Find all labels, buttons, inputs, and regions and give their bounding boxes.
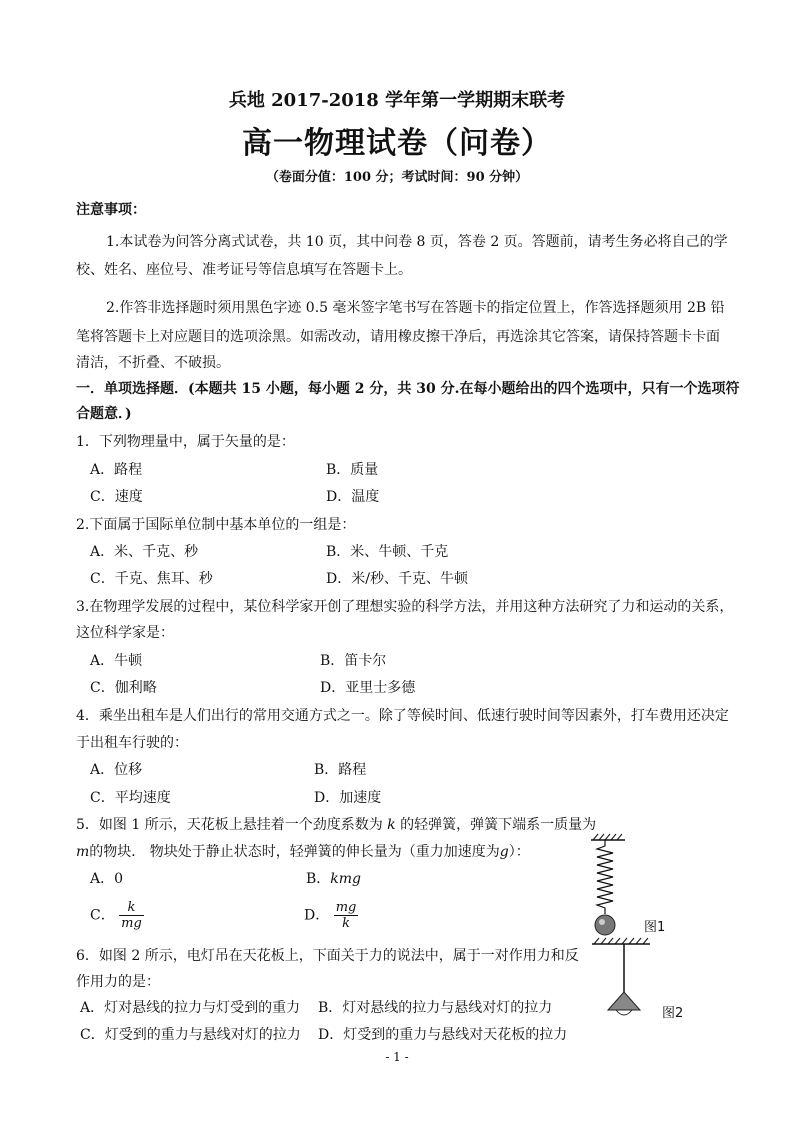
q2-option-d: D．米/秒、千克、牛顿: [326, 571, 468, 587]
fig2-bulb: [616, 1010, 632, 1015]
q4-option-a: A．位移: [90, 762, 143, 778]
q1-stem: 1．下列物理量中，属于矢量的是：: [76, 434, 295, 450]
q5-option-c: [90, 900, 144, 931]
q3-option-c: C．伽利略: [90, 680, 157, 696]
q5-var-k: k: [387, 817, 396, 833]
q5-option-c-numerator: k: [119, 900, 144, 916]
q2-option-a: A．米、千克、秒: [90, 544, 199, 560]
fig1-ball-highlight: [599, 919, 605, 925]
fig1-ceiling-hatch: [593, 834, 622, 840]
notes-paragraph-2c: 清洁，不折叠、不破损。: [76, 355, 230, 371]
q2-option-c: C．千克、焦耳、秒: [90, 571, 213, 587]
q5-var-g: g: [499, 844, 509, 860]
notes-paragraph-2a: 2.作答非选择题时须用黑色字迹 0.5 毫米签字笔书写在答题卡的指定位置上，作答选择题须用 2B 铅: [106, 300, 725, 316]
fig2-ceiling-hatch: [594, 938, 648, 944]
q5-stem-1: [76, 815, 596, 835]
q4-stem-2: 于出租车行驶的：: [76, 735, 188, 751]
q1-option-b: B．质量: [326, 462, 379, 478]
q5-option-a: A．0: [90, 871, 124, 887]
exam-subtitle: （卷面分值：100 分；考试时间：90 分钟）: [265, 170, 529, 185]
q5-option-b: [306, 869, 361, 889]
page-number: - 1 -: [385, 1050, 409, 1064]
figure-2-lamp-diagram: [590, 930, 660, 1040]
exam-title: 高一物理试卷（问卷）: [242, 126, 552, 161]
q5-stem-2-text: 的物块． 物块处于静止状态时，轻弹簧的伸长量为（重力加速度为: [89, 844, 500, 860]
q4-option-c: C．平均速度: [90, 790, 171, 806]
notes-paragraph-2b: 笔将答题卡上对应题目的选项涂黑。如需改动，请用橡皮擦干净后，再选涂其它答案，请保持答题卡卡面: [76, 329, 720, 345]
q2-stem: 2.下面属于国际单位制中基本单位的一组是：: [76, 517, 356, 533]
q3-stem-2: 这位科学家是：: [76, 625, 174, 641]
q1-option-c: C．速度: [90, 489, 143, 505]
q5-option-d-denominator: k: [342, 916, 350, 931]
q5-option-c-denominator: mg: [121, 916, 142, 931]
q5-option-d-numerator: mg: [335, 900, 357, 915]
section1-instructions-cont: 合题意．): [76, 406, 132, 422]
q6-option-c: C．灯受到的重力与悬线对灯的拉力: [80, 1027, 301, 1043]
exam-header: 兵地 2017-2018 学年第一学期期末联考: [228, 90, 566, 111]
q1-option-a: A．路程: [90, 462, 143, 478]
fig2-lampshade: [608, 992, 640, 1010]
q5-option-c-fraction: [119, 900, 144, 931]
q5-option-b-label: B．: [306, 871, 331, 887]
q5-var-m: m: [76, 844, 90, 860]
q5-option-b-value: kmg: [330, 871, 362, 887]
figure-1-label: 图1: [644, 920, 666, 935]
q4-option-d: D．加速度: [314, 790, 382, 806]
q6-option-a: A．灯对悬线的拉力与灯受到的重力: [80, 1000, 301, 1016]
figure-2-label: 图2: [662, 1006, 684, 1021]
q3-option-d: D．亚里士多德: [320, 680, 416, 696]
q2-option-b: B．米、牛顿、千克: [326, 544, 449, 560]
q3-option-a: A．牛顿: [90, 653, 143, 669]
q5-option-d: [304, 900, 358, 931]
q6-stem-2: 作用力的是：: [76, 974, 160, 990]
q5-stem-1b-text: 的轻弹簧，弹簧下端系一质量为: [400, 817, 597, 833]
q3-option-b: B．笛卡尔: [320, 653, 387, 669]
notes-heading: 注意事项：: [76, 202, 146, 218]
q6-option-b: B．灯对悬线的拉力与悬线对灯的拉力: [318, 1000, 553, 1016]
fig1-spring: [597, 840, 613, 914]
q6-stem-1: 6．如图 2 所示，电灯吊在天花板上，下面关于力的说法中，属于一对作用力和反: [76, 948, 579, 964]
q5-stem-2b-text: ）：: [508, 844, 530, 860]
q1-option-d: D．温度: [326, 489, 380, 505]
q5-option-c-label: C．: [90, 907, 115, 924]
q5-stem-1-text: 5．如图 1 所示，天花板上悬挂着一个劲度系数为: [76, 817, 383, 833]
section1-instructions: 一．单项选择题．(本题共 15 小题，每小题 2 分，共 30 分.在每小题给出的四个选项中，只有一个选项符: [76, 381, 740, 397]
q5-option-d-fraction: [334, 900, 359, 931]
q6-option-d: D．灯受到的重力与悬线对天花板的拉力: [318, 1027, 568, 1043]
q4-option-b: B．路程: [314, 762, 367, 778]
notes-paragraph-1a: 1.本试卷为问答分离式试卷，共 10 页，其中问卷 8 页，答卷 2 页。答题前，请考生务必将自己的学: [106, 234, 728, 250]
q5-stem-2: [76, 842, 530, 862]
q5-option-d-label: D．: [304, 907, 330, 924]
q4-stem-1: 4．乘坐出租车是人们出行的常用交通方式之一。除了等候时间、低速行驶时间等因素外，打车费用还决定: [76, 708, 729, 724]
notes-paragraph-1b: 校、姓名、座位号、准考证号等信息填写在答题卡上。: [76, 262, 412, 278]
q3-stem-1: 3.在物理学发展的过程中，某位科学家开创了理想实验的科学方法，并用这种方法研究了力和运动的关系，: [76, 599, 734, 615]
